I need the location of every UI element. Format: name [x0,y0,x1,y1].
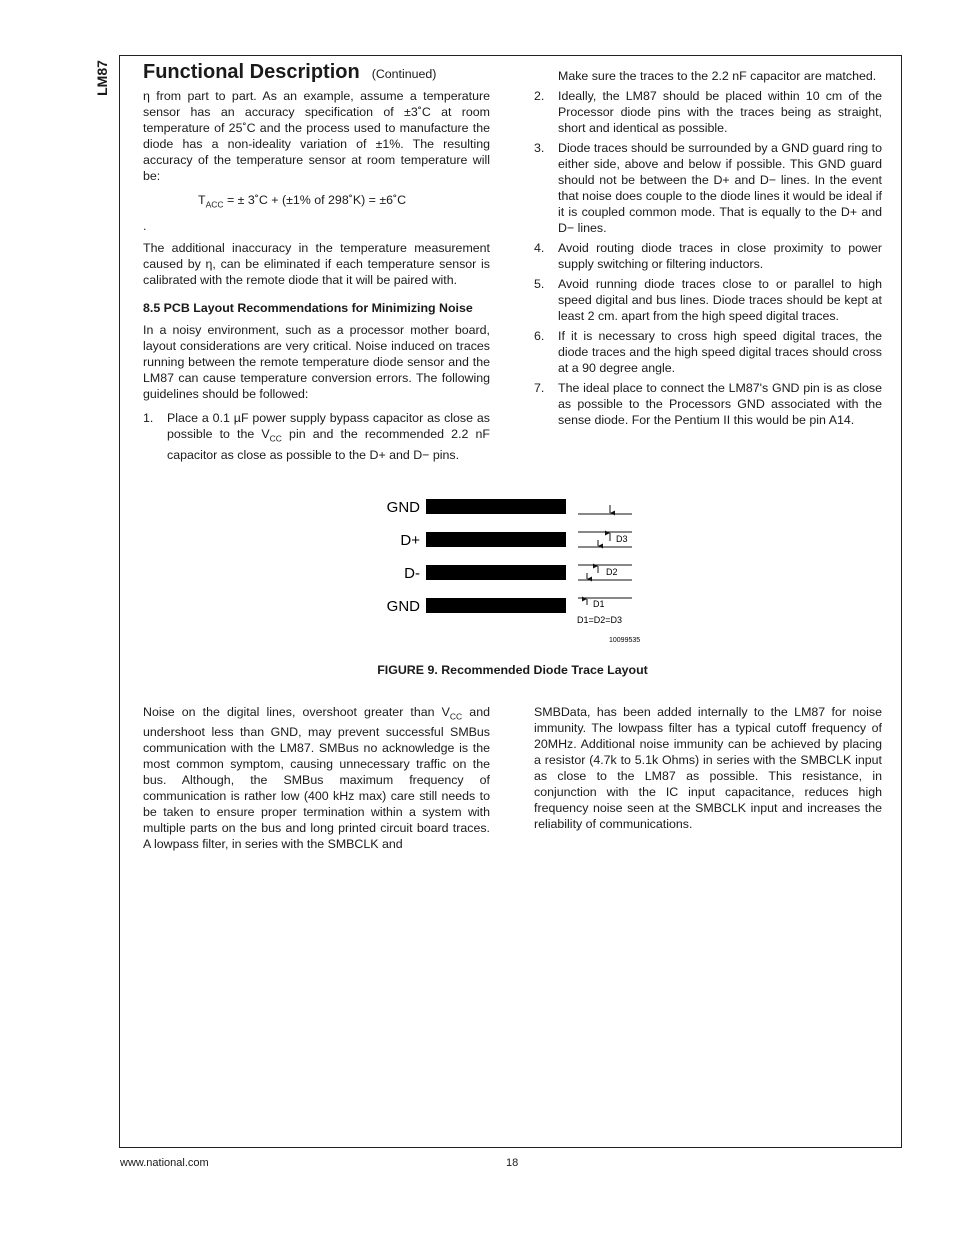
section-heading: 8.5 PCB Layout Recommendations for Minimizing Noise [143,301,473,316]
paragraph-noise: In a noisy environment, such as a processor mother board, layout considerations are very critical. Noise induced on traces running between the remote temperature diode sensor and the LM87 can cause temperature conversion errors. The following guidelines should be followed: [143,323,490,402]
trace-bar-gnd-top [426,499,566,514]
list-item-number: 1. [143,411,154,426]
paragraph-subscript: CC [449,711,463,722]
list-item [534,240,882,272]
paragraph-accuracy: η from part to part. As an example, assume a temperature sensor has an accuracy specification of ±3˚C at room temperature of 25˚C and the process used to manufacture the diode has a non-ideality variation of ±1%. The resulting accuracy of the temperature sensor at room temperature will be: [143,89,490,183]
section-header [143,61,490,83]
list-item-text-b: pin and the recommended 2.2 nF capacitor as close as possible to the D+ and D− pins. [167,427,490,462]
formula-prefix: T [198,193,206,207]
list-item-text: Avoid running diode traces close to or parallel to high speed digital and bus lines. Diode traces should be kept at least 2 cm. apart from the high speed digital traces. [558,277,882,323]
formula-subscript: ACC [205,199,224,210]
page-subtitle: (Continued) [371,67,437,81]
list-item-number: 3. [534,141,545,155]
diode-trace-diagram [380,495,650,647]
dim-label-d3: D3 [616,534,628,544]
paragraph-smbus-noise [143,704,490,852]
list-item-continuation: Make sure the traces to the 2.2 nF capacitor are matched. [558,69,877,83]
bottom-right-column [534,704,882,840]
formula-rest: = ± 3˚C + (±1% of 298˚K) = ±6˚C [223,193,407,207]
trace-label-gnd-bottom: GND [386,598,420,615]
trace-label-dminus: D- [404,565,420,582]
dim-label-d2: D2 [606,567,618,577]
paragraph-lowpass: SMBData, has been added internally to the LM87 for noise immunity. The lowpass filter has a typical cutoff frequency of 20MHz. Additional noise immunity can be achieved by placing a resistor (4.7k to 5.1k Ohms) in series with the SMBCLK input as close to the LM87 as possible. This resistance, in conjunction with the IC input capacitance, reduces high frequency noise seen at the SMBCLK input and increases the reliability of communications. [534,705,882,831]
list-item-text: The ideal place to connect the LM87's GND pin is as close as possible to the Processors GND associated with the sense diode. For the Pentium II this would be pin A14. [558,381,882,427]
footer-url: www.national.com [120,1157,209,1169]
trace-bar-gnd-bottom [426,598,566,613]
formula-dot: . [143,219,147,234]
page-title: Functional Description [143,61,360,83]
list-item [534,140,882,236]
trace-bar-dplus [426,532,566,547]
list-item-number: 2. [534,89,545,103]
trace-bar-dminus [426,565,566,580]
paragraph-smbus-noise-a: Noise on the digital lines, overshoot greater than V [143,705,450,719]
trace-label-dplus: D+ [400,532,420,549]
list-item-text: If it is necessary to cross high speed digital traces, the diode traces and the high speed digital traces should cross at a 90 degree angle. [558,329,882,375]
list-item-number: 5. [534,277,545,291]
list-item-number: 6. [534,329,545,343]
dim-label-d1: D1 [593,599,605,609]
list-item-number: 4. [534,241,545,255]
left-column [143,61,490,467]
figure-code: 10099535 [609,637,641,644]
footer-page-number: 18 [506,1157,519,1169]
side-part-label [92,56,112,100]
dim-equation: D1=D2=D3 [577,615,623,625]
list-item [534,328,882,376]
side-part-label-text: LM87 [94,60,110,96]
paragraph-inaccuracy: The additional inaccuracy in the temperature measurement caused by η, can be eliminated if each temperature sensor is calibrated with the remote diode that it will be paired with. [143,241,490,288]
list-item [143,410,490,462]
right-column [534,68,882,432]
list-item [534,276,882,324]
list-item-text: Ideally, the LM87 should be placed within 10 cm of the Processor diode pins with the traces being as straight, short and identical as possible. [558,89,882,135]
formula [143,192,490,212]
list-item-text-a: Place a 0.1 µF power supply bypass capacitor as close as possible to the V [167,411,490,442]
bottom-left-column [143,704,490,860]
guideline-list [143,410,490,462]
figure-caption: FIGURE 9. Recommended Diode Trace Layout [377,663,648,677]
diode-trace-figure [380,495,650,647]
list-item [534,88,882,136]
paragraph-smbus-noise-b: and undershoot less than GND, may prevent successful SMBus communication with the LM87. SMBus no acknowledge is the most common symptom, causing unnecessary traffic on the bus. Although, the SMBus maximum frequency of communication is rather low (400 kHz max) care still needs to be taken to ensure proper termination within a system with multiple parts on the bus and long printed circuit board traces. A lowpass filter, in series with the SMBCLK and [143,705,490,852]
trace-label-gnd-top: GND [386,499,420,516]
list-item-subscript: CC [269,433,282,444]
guideline-list-continued [534,88,882,428]
list-item [534,380,882,428]
list-item-text: Avoid routing diode traces in close proximity to power supply switching or filtering inductors. [558,241,882,271]
list-item-number: 7. [534,381,545,395]
list-item-text: Diode traces should be surrounded by a GND guard ring to either side, above and below if possible. This GND guard should not be between the D+ and D− lines. In the event that noise does couple to the diode lines it would be ideal if it is coupled common mode. That is equally to the D+ and D− lines. [558,141,882,235]
